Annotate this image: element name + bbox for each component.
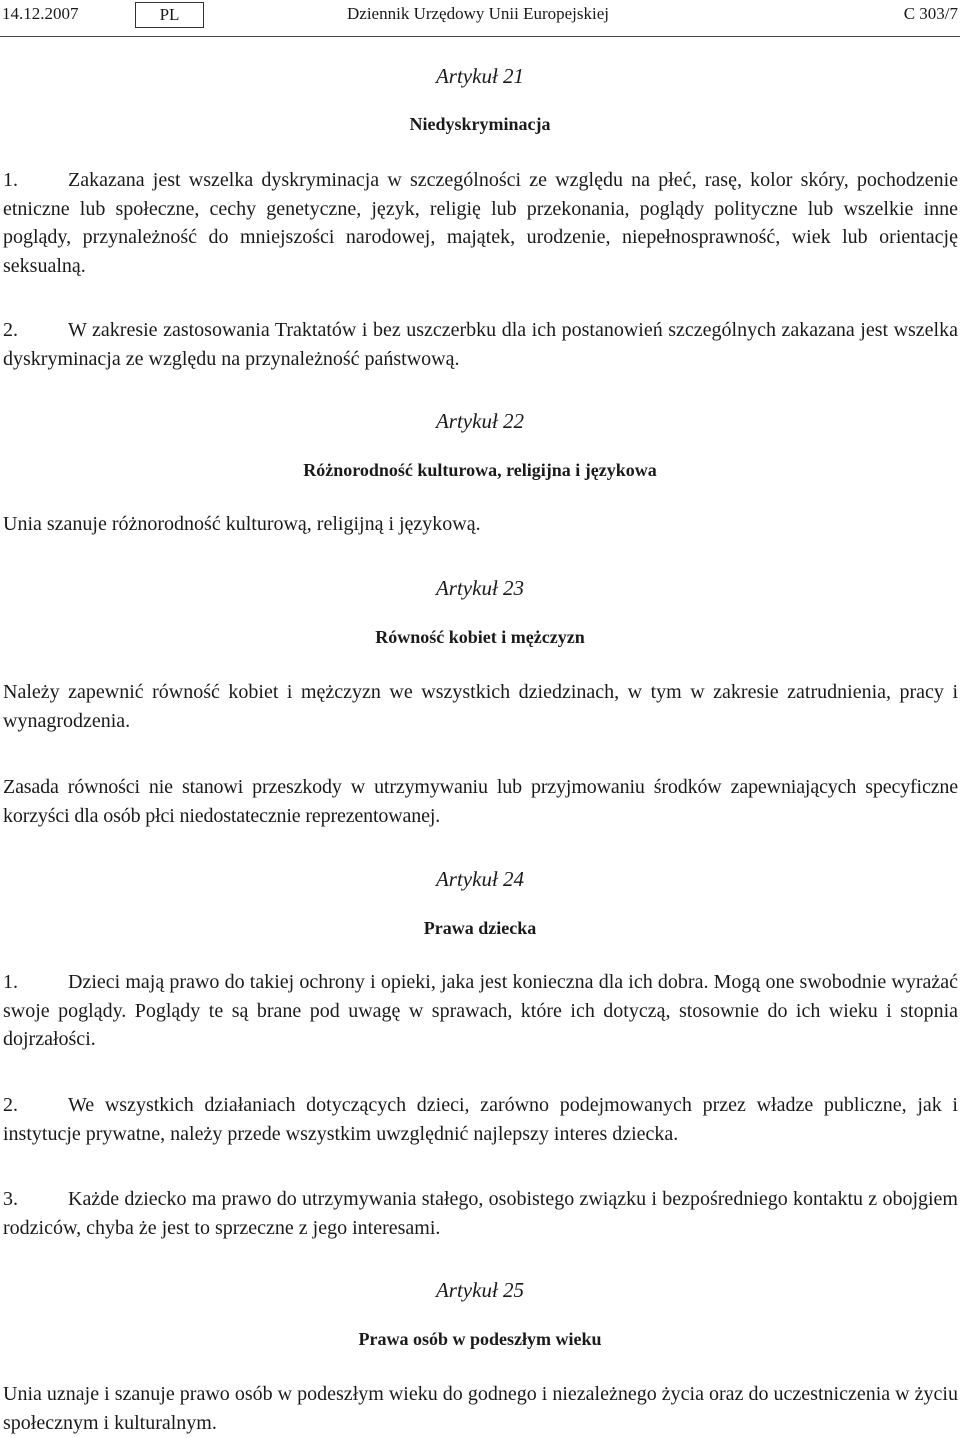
paragraph-text: W zakresie zastosowania Traktatów i bez uszczerbku dla ich postanowień szczególnych zakazana jest wszelka dyskryminacja ze względu na przynależność państwową. bbox=[3, 319, 958, 370]
paragraph-number: 2. bbox=[3, 319, 18, 341]
article-number: Artykuł 24 bbox=[435, 867, 525, 891]
paragraph-number: 3. bbox=[3, 1188, 18, 1210]
article-paragraph bbox=[3, 678, 958, 735]
article-title: Prawa dziecka bbox=[423, 918, 537, 938]
publication-date: 14.12.2007 bbox=[2, 4, 79, 23]
article-title: Równość kobiet i mężczyzn bbox=[375, 627, 585, 647]
article-number: Artykuł 22 bbox=[435, 409, 525, 433]
paragraph-text: We wszystkich działaniach dotyczących dzieci, zarówno podejmowanych przez władze publiczne, jak i instytucje prywatne, należy przede wszystkim uwzględnić najlepszy interes dziecka. bbox=[3, 1094, 958, 1145]
article-title: Prawa osób w podeszłym wieku bbox=[358, 1329, 602, 1349]
paragraph-text: Dzieci mają prawo do takiej ochrony i opieki, jaka jest konieczna dla ich dobra. Mogą one swobodnie wyrażać swoje poglądy. Poglądy te są brane pod uwagę w sprawach, które ich dotyczą, stosownie do ich wieku i stopnia dojrzałości. bbox=[3, 971, 958, 1050]
article-paragraph bbox=[3, 166, 958, 280]
article-title: Niedyskryminacja bbox=[409, 114, 551, 134]
article-paragraph bbox=[3, 1091, 958, 1148]
issue-number: C 303/7 bbox=[903, 4, 958, 23]
article-title: Różnorodność kulturowa, religijna i językowa bbox=[303, 460, 657, 480]
paragraph-number: 2. bbox=[3, 1094, 18, 1116]
article-paragraph bbox=[3, 510, 958, 539]
language-badge: PL bbox=[135, 2, 204, 28]
paragraph-text: Zakazana jest wszelka dyskryminacja w szczególności ze względu na płeć, rasę, kolor skóry, pochodzenie etniczne lub społeczne, cechy genetyczne, język, religię lub przekonania, poglądy polityczne lub wszelkie inne poglądy, przynależność do mniejszości narodowej, majątek, urodzenie, niepełnosprawność, wiek lub orientację seksualną. bbox=[3, 169, 958, 277]
article-paragraph bbox=[3, 1380, 958, 1437]
paragraph-text: Unia uznaje i szanuje prawo osób w podeszłym wieku do godnego i niezależnego życia oraz do uczestniczenia w życiu społecznym i kulturalnym. bbox=[3, 1383, 958, 1434]
page-header bbox=[0, 0, 960, 37]
paragraph-text: Należy zapewnić równość kobiet i mężczyzn we wszystkich dziedzinach, w tym w zakresie zatrudnienia, pracy i wynagrodzenia. bbox=[3, 681, 958, 732]
article-number: Artykuł 23 bbox=[435, 576, 525, 600]
journal-title: Dziennik Urzędowy Unii Europejskiej bbox=[347, 4, 610, 23]
paragraph-number: 1. bbox=[3, 169, 18, 191]
article-number: Artykuł 25 bbox=[435, 1278, 525, 1302]
article-paragraph bbox=[3, 968, 958, 1054]
article-paragraph bbox=[3, 1185, 958, 1242]
article-paragraph bbox=[3, 773, 958, 830]
paragraph-text: Zasada równości nie stanowi przeszkody w utrzymywaniu lub przyjmowaniu środków zapewniających specyficzne korzyści dla osób płci niedostatecznie reprezentowanej. bbox=[3, 776, 958, 827]
article-number: Artykuł 21 bbox=[435, 64, 525, 88]
paragraph-text: Każde dziecko ma prawo do utrzymywania stałego, osobistego związku i bezpośredniego kontaktu z obojgiem rodziców, chyba że jest to sprzeczne z jego interesami. bbox=[3, 1188, 958, 1239]
article-paragraph bbox=[3, 316, 958, 373]
paragraph-number: 1. bbox=[3, 971, 18, 993]
paragraph-text: Unia szanuje różnorodność kulturową, religijną i językową. bbox=[3, 513, 481, 535]
